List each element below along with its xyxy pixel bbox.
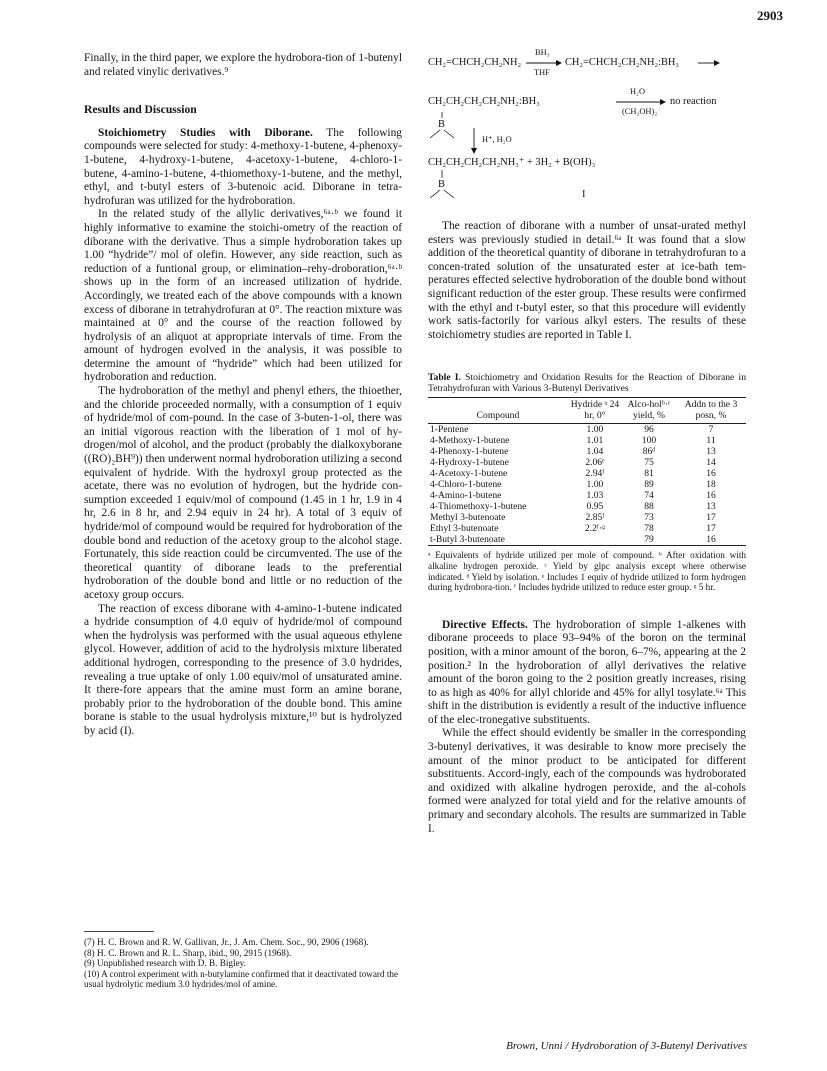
header-addn: Addn to the 3 posn, % [684,399,738,422]
table-row [428,512,746,523]
page-number: 2903 [757,8,783,23]
cell-compound: 1-Pentene [430,424,469,436]
cell-compound: 4-Chloro-1-butene [430,479,502,491]
directive-heading: Directive Effects. [442,618,528,631]
cell-addn: 14 [706,457,716,469]
stoichiometry-heading: Stoichiometry Studies with Diborane. [98,126,313,139]
cell-alcohol: 75 [644,457,654,469]
cell-hydride: 2.94ᶠ [585,468,605,480]
amine-paragraph: The reaction of excess diborane with 4-amino-1-butene indicated a hydride consumption of 4.0 equiv of hydride/mol of compound when the hydrolysis was performed with the usual aqueous ethylene glycol. However, addition of acid to the hydrolysis mixture liberated additional hydrogen, corresponding to the presence of 3.0 hydrides, revealing a true uptake of only 1.00 equiv/mol of unsaturated amine. It there-fore appears that the amine must form an amine borane, probably prior to the hydroboration of the double bond. This amine borane is stable to the usual hydrolysis mixture,¹⁰ but is hydrolyzed by acid (I). [84,602,402,737]
cell-alcohol: 88 [644,501,654,513]
table-row [428,490,746,501]
cell-alcohol: 79 [644,534,654,546]
table-row [428,468,746,479]
table-row [428,435,746,446]
scheme-compound-label: I [582,189,586,200]
allylic-paragraph: In the related study of the allylic derivatives,⁶ᵃ·ᵇ we found it highly informative to examine the stoichi-ometry of the reaction of diborane with the derivative. Thus a simple hydroboration takes up 1.00 “hydride”/ mol of olefin. However, any side reaction, such as reduction of a funtional group, or elimination–rehy-droboration,⁶ᵃ·ᵇ shows up in the form of an increased utilization of hydride. Accordingly, we treated each of the above compounds with a known excess of diborane in tetrahydrofuran at 0°. The reaction mixture was maintained at 0° and the course of the reaction followed by hydrolysis of an aliquot at appropriate intervals of time. From the amount of hydrogen evolved in the analysis, it was possible to determine the amount of “hydride” which had been utilized for hydroboration and reduction. [84,208,402,384]
cell-compound: 4-Acetoxy-1-butene [430,468,508,480]
footnote-8: (8) H. C. Brown and R. L. Sharp, ibid., 90, 2915 (1968). [84,947,292,958]
cell-addn: 16 [706,534,716,546]
table-row [428,523,746,534]
table-row [428,479,746,490]
scheme-reagent-acid: H⁺, H₂O [482,135,512,144]
cell-addn: 16 [706,490,716,502]
scheme-hydroborated: CH₂CH₂CH₂CH₂NH₂:BH₃ [428,96,540,107]
cell-alcohol: 73 [644,512,654,524]
footnote-9: (9) Unpublished research with D. B. Bigley. [84,958,246,969]
section-title: Results and Discussion [84,103,197,117]
cell-alcohol: 74 [644,490,654,502]
cell-hydride: 1.00 [586,424,604,436]
footnote-10: (10) A control experiment with n-butylamine confirmed that it deactivated toward the usual hydrolytic medium 3.0 hydrides/mol of amine. [84,968,399,990]
butenyl-paragraph: While the effect should evidently be smaller in the corresponding 3-butenyl derivatives, it was desirable to know more precisely the amount of the minor product to be anticipated for different substituents. Accord-ingly, each of the compounds was hydroborated and oxidized with alkaline hydrogen peroxide, and the al-cohols formed were analyzed for total yield and for the relative amounts of primary and secondary alcohols. The results are summarized in Table I. [428,727,746,835]
footnote-7: (7) H. C. Brown and R. W. Gallivan, Jr., J. Am. Chem. Soc., 90, 2906 (1968). [84,937,369,947]
table-row [428,501,746,512]
scheme-reagent-bh3: BH₃ [535,48,550,57]
cell-hydride: 2.06ᵉ [585,457,605,469]
cell-hydride: 2.2ᶠ·ᵍ [584,523,605,535]
cell-compound: 4-Phenoxy-1-butene [430,446,509,458]
cell-alcohol: 81 [644,468,654,480]
header-compound: Compound [476,410,520,422]
stoichiometry-paragraph [84,127,402,209]
reaction-scheme [428,48,746,202]
table-row [428,534,746,546]
table-caption-text: Stoichiometry and Oxidation Results for the Reaction of Diborane in Tetrahydrofuran with Various 3-Butenyl Derivatives [428,372,746,395]
scheme-reactant: CH₂=CHCH₂CH₂NH₂ [428,57,522,68]
cell-hydride: 1.00 [586,479,604,491]
footnotes [84,931,402,990]
table-row [428,446,746,457]
intro-paragraph: Finally, in the third paper, we explore the hydrobora-tion of 1-butenyl and related vinylic derivatives.⁹ [84,52,402,78]
table-header-row [428,398,746,424]
cell-addn: 13 [706,501,716,513]
esters-paragraph: The reaction of diborane with a number of unsat-urated methyl esters was previously studied in detail.⁶ᵃ It was found that a slow addition of the theoretical quantity of diborane in tetrahydrofuran to a concen-trated solution of the unsaturated ester at ice-bath tem-peratures effected selective hydroboration of the double bond without significant reduction of the ester group. These results were confirmed with the ethyl and t-butyl ester, so that this procedure will evidently work satis-factorily for various alkyl esters. The results of these stoichiometry studies are reported in Table I. [428,220,746,341]
table-1 [428,372,746,592]
scheme-arrows [428,52,746,202]
cell-hydride: 1.03 [586,490,604,502]
table-label: Table I. [428,372,461,384]
scheme-boron-1: B [438,119,445,130]
cell-compound: 4-Methoxy-1-butene [430,435,510,447]
stoichiometry-body: The following compounds were selected for study: 4-methoxy-1-butene, 4-phenoxy-1-butene, 4-hydroxy-1-butene, 4-acetoxy-1-butene, 4-chloro-1-butene, 4-amino-1-butene, 4-thiomethoxy-1-butene, and the methyl, ethyl, and t-butyl esters of 3-butenoic acid. Diborane in tetra-hydrofuran was utilized for the hydroboration. [84,126,402,207]
cell-compound: 4-Hydroxy-1-butene [430,457,509,469]
cell-alcohol: 96 [644,424,654,436]
scheme-product: CH₂CH₂CH₂CH₂NH₃⁺ + 3H₂ + B(OH)₃ [428,157,596,168]
running-footer: Brown, Unni / Hydroboration of 3-Butenyl Derivatives [506,1040,747,1052]
results-table [428,397,746,546]
header-alcohol: Alco-holᵇ·ᶜ yield, % [627,399,671,422]
directive-paragraph [428,619,746,728]
table-caption [428,372,746,394]
cell-alcohol: 100 [641,435,657,447]
cell-hydride: 1.01 [586,435,604,447]
cell-alcohol: 86ᵈ [642,446,656,458]
scheme-boron-2: B [438,179,445,190]
table-notes: ᵃ Equivalents of hydride utilized per mole of compound. ᵇ After oxidation with alkaline hydrogen peroxide. ᶜ Yield by glpc analysis except where otherwise indicated. ᵈ Yield by isolation. ᵉ Includes 1 equiv of hydride utilized to form hydrogen during hydrobora-tion. ᶠ Includes hydride utilized to reduce ester group. ᵍ 5 hr. [428,550,746,593]
cell-addn: 17 [706,523,716,535]
scheme-reagent-thf: THF [534,68,550,77]
cell-addn: 16 [706,468,716,480]
cell-addn: 13 [706,446,716,458]
cell-hydride: 2.85ᶠ [585,512,605,524]
cell-compound: t-Butyl 3-butenoate [430,534,505,546]
scheme-no-reaction: no reaction [670,96,717,107]
left-column [84,52,402,739]
scheme-reagent-glycol: (CH₂OH)₂ [622,107,658,116]
directive-body: The hydroboration of simple 1-alkenes with diborane proceeds to place 93–94% of the boron on the terminal position, with a minor amount of the boron, 6–7%, appearing at the 2 position.² In the hydroboration of allyl derivatives the relative amount of the boron going to the 2 position greatly increases, rising to as high as 40% for allyl chloride and 45% for allyl tosylate.⁶ᵃ This shift in the distribution is evidently a result of the inductive influence of the elec-tronegative substituents. [428,618,746,726]
scheme-reagent-water: H₂O [630,87,646,96]
table-row [428,424,746,436]
cell-addn: 17 [706,512,716,524]
table-row [428,457,746,468]
cell-addn: 11 [706,435,716,447]
cell-compound: 4-Amino-1-butene [430,490,502,502]
scheme-amine-borane: CH₂=CHCH₂CH₂NH₂:BH₃ [565,57,680,68]
cell-compound: Methyl 3-butenoate [430,512,506,524]
right-column [428,48,746,836]
cell-hydride: 1.04 [586,446,604,458]
cell-alcohol: 78 [644,523,654,535]
cell-addn: 18 [706,479,716,491]
cell-hydride: 0.95 [586,501,604,513]
ethers-paragraph: The hydroboration of the methyl and phenyl ethers, the thioether, and the chloride proceeded normally, with a consumption of 1 equiv of hydride/mol of com-pound. In the case of 3-buten-1-ol, there was an initial vigorous reaction with the liberation of 1 mol of hy-drogen/mol of alcohol, and the product (probably the dialkoxyborane ((RO)₂BH⁹)) then underwent normal hydroboration utilizing a second equivalent of hydride. With the hydroxyl group protected as the acetate, there was no evolution of hydrogen, but the hydride con-sumption exceeded 1 equiv/mol of compound (1.45 in 1 hr, 1.9 in 4 hr, 2.6 in 8 hr, and 2.94 equiv in 24 hr). A total of 3 equiv of hydride/mol of compound would be required for hydroboration of the double bond and reduction of the acetoxy group to the alcohol stage. Fortunately, this side reaction could be circumvented. The use of the theoretical quantity of diborane leads to the preferential hydroboration of the double bond and little or no reduction of the acetoxy group occurs. [84,385,402,601]
cell-alcohol: 89 [644,479,654,491]
cell-compound: 4-Thiomethoxy-1-butene [430,501,527,513]
cell-hydride [568,534,622,546]
cell-compound: Ethyl 3-butenoate [430,523,499,535]
cell-addn: 7 [708,424,714,436]
footnote-rule [84,931,154,932]
header-hydride: Hydride ᵃ 24 hr, 0° [570,399,620,422]
